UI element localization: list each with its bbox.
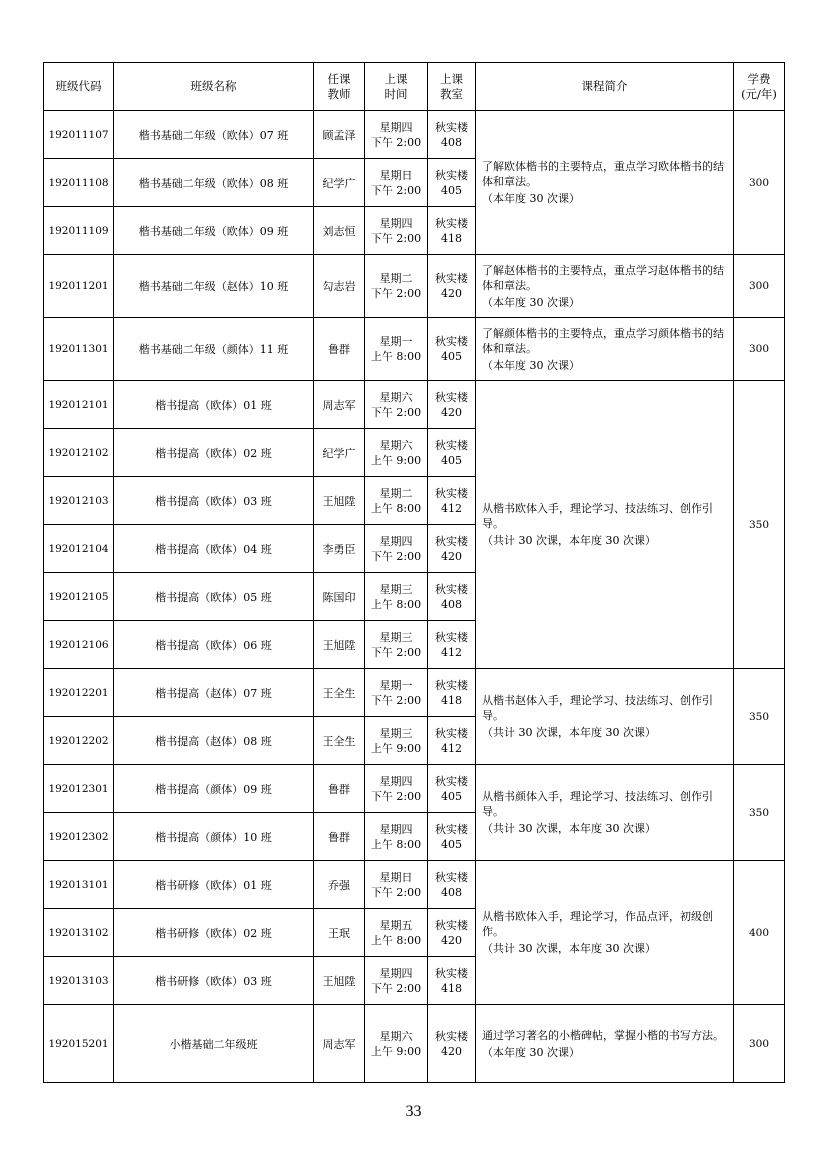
class-hour: 上午 8:00 bbox=[370, 350, 422, 363]
description-note: （本年度 30 次课） bbox=[482, 358, 580, 372]
teacher-name: 王全生 bbox=[314, 717, 365, 765]
header-room: 上课 教室 bbox=[428, 63, 476, 111]
description-text: 了解赵体楷书的主要特点，重点学习赵体楷书的结体和章法。 bbox=[482, 263, 724, 292]
room-number: 420 bbox=[441, 933, 462, 947]
course-description bbox=[476, 111, 734, 255]
class-name: 楷书研修（欧体）01 班 bbox=[114, 861, 314, 909]
class-name: 楷书提高（欧体）02 班 bbox=[114, 429, 314, 477]
class-time bbox=[365, 861, 428, 909]
room-number: 408 bbox=[441, 597, 462, 611]
building-name: 秋实楼 bbox=[435, 216, 468, 230]
teacher-name: 周志军 bbox=[314, 381, 365, 429]
building-name: 秋实楼 bbox=[435, 774, 468, 788]
class-name: 楷书基础二年级（颜体）11 班 bbox=[114, 318, 314, 381]
room-number: 405 bbox=[441, 837, 462, 851]
class-code: 192012201 bbox=[44, 669, 114, 717]
class-code: 192011201 bbox=[44, 255, 114, 318]
class-room bbox=[428, 621, 476, 669]
class-day: 星期一 bbox=[379, 335, 413, 348]
building-name: 秋实楼 bbox=[435, 390, 468, 404]
building-name: 秋实楼 bbox=[435, 966, 468, 980]
room-number: 420 bbox=[441, 405, 462, 419]
class-code: 192011108 bbox=[44, 159, 114, 207]
teacher-name: 鲁群 bbox=[314, 813, 365, 861]
description-note: （本年度 30 次课） bbox=[482, 295, 580, 309]
class-time bbox=[365, 957, 428, 1005]
class-time bbox=[365, 429, 428, 477]
building-name: 秋实楼 bbox=[435, 1029, 468, 1043]
tuition-fee: 300 bbox=[734, 1005, 785, 1083]
class-hour: 下午 2:00 bbox=[370, 981, 422, 995]
class-code: 192011107 bbox=[44, 111, 114, 159]
description-note: （本年度 30 次课） bbox=[482, 1045, 580, 1059]
class-code: 192011109 bbox=[44, 207, 114, 255]
teacher-name: 王旭陞 bbox=[314, 957, 365, 1005]
class-code: 192012102 bbox=[44, 429, 114, 477]
class-hour: 下午 2:00 bbox=[370, 405, 422, 419]
teacher-name: 顾孟泽 bbox=[314, 111, 365, 159]
class-day: 星期四 bbox=[379, 966, 413, 980]
room-number: 420 bbox=[441, 549, 462, 563]
teacher-name: 王旭陞 bbox=[314, 477, 365, 525]
building-name: 秋实楼 bbox=[435, 582, 468, 596]
class-time bbox=[365, 477, 428, 525]
header-name: 班级名称 bbox=[114, 63, 314, 111]
description-note: （共计 30 次课，本年度 30 次课） bbox=[482, 822, 656, 835]
class-name: 楷书基础二年级（欧体）09 班 bbox=[114, 207, 314, 255]
class-name: 楷书提高（颜体）10 班 bbox=[114, 813, 314, 861]
class-hour: 下午 2:00 bbox=[370, 287, 422, 300]
class-room bbox=[428, 765, 476, 813]
building-name: 秋实楼 bbox=[435, 120, 468, 134]
table-row bbox=[44, 765, 785, 813]
class-day: 星期四 bbox=[379, 822, 413, 836]
room-number: 420 bbox=[441, 1044, 462, 1058]
building-name: 秋实楼 bbox=[435, 822, 468, 836]
room-number: 412 bbox=[441, 645, 462, 659]
description-text: 了解颜体楷书的主要特点，重点学习颜体楷书的结体和章法。 bbox=[482, 326, 724, 355]
class-room bbox=[428, 429, 476, 477]
teacher-name: 周志军 bbox=[314, 1005, 365, 1083]
class-code: 192013102 bbox=[44, 909, 114, 957]
table-row bbox=[44, 669, 785, 717]
class-day: 星期四 bbox=[379, 534, 413, 548]
class-name: 楷书提高（欧体）01 班 bbox=[114, 381, 314, 429]
class-day: 星期六 bbox=[379, 390, 413, 404]
class-name: 小楷基础二年级班 bbox=[114, 1005, 314, 1083]
building-name: 秋实楼 bbox=[435, 335, 468, 348]
teacher-name: 李勇臣 bbox=[314, 525, 365, 573]
class-day: 星期四 bbox=[379, 216, 413, 230]
class-name: 楷书提高（欧体）04 班 bbox=[114, 525, 314, 573]
teacher-name: 王全生 bbox=[314, 669, 365, 717]
description-text: 通过学习著名的小楷碑帖，掌握小楷的书写方法。 bbox=[482, 1028, 724, 1042]
class-day: 星期二 bbox=[379, 272, 413, 285]
class-room bbox=[428, 957, 476, 1005]
class-hour: 上午 8:00 bbox=[370, 501, 422, 515]
tuition-fee: 350 bbox=[734, 765, 785, 861]
class-time bbox=[365, 717, 428, 765]
teacher-name: 王旭陞 bbox=[314, 621, 365, 669]
table-row bbox=[44, 255, 785, 318]
class-hour: 上午 9:00 bbox=[370, 1044, 422, 1058]
header-row bbox=[44, 63, 785, 111]
tuition-fee: 300 bbox=[734, 255, 785, 318]
class-code: 192012106 bbox=[44, 621, 114, 669]
teacher-name: 纪学广 bbox=[314, 159, 365, 207]
class-code: 192012301 bbox=[44, 765, 114, 813]
course-description bbox=[476, 861, 734, 1005]
class-code: 192012103 bbox=[44, 477, 114, 525]
table-row bbox=[44, 381, 785, 429]
class-hour: 上午 8:00 bbox=[370, 933, 422, 947]
class-time bbox=[365, 573, 428, 621]
class-code: 192011301 bbox=[44, 318, 114, 381]
table-row bbox=[44, 861, 785, 909]
description-note: （本年度 30 次课） bbox=[482, 192, 580, 205]
class-room bbox=[428, 159, 476, 207]
course-description bbox=[476, 255, 734, 318]
teacher-name: 刘志恒 bbox=[314, 207, 365, 255]
class-name: 楷书研修（欧体）02 班 bbox=[114, 909, 314, 957]
class-day: 星期五 bbox=[379, 918, 413, 932]
teacher-name: 鲁群 bbox=[314, 318, 365, 381]
class-time bbox=[365, 381, 428, 429]
class-day: 星期四 bbox=[379, 774, 413, 788]
building-name: 秋实楼 bbox=[435, 486, 468, 500]
teacher-name: 鲁群 bbox=[314, 765, 365, 813]
tuition-fee: 400 bbox=[734, 861, 785, 1005]
class-day: 星期六 bbox=[379, 1029, 413, 1043]
class-time bbox=[365, 111, 428, 159]
room-number: 405 bbox=[441, 453, 462, 467]
class-hour: 下午 2:00 bbox=[370, 135, 422, 149]
course-description bbox=[476, 765, 734, 861]
description-text: 从楷书颜体入手，理论学习、技法练习、创作引导。 bbox=[482, 790, 713, 818]
class-day: 星期六 bbox=[379, 438, 413, 452]
class-time bbox=[365, 669, 428, 717]
class-room bbox=[428, 669, 476, 717]
course-description bbox=[476, 1005, 734, 1083]
class-time bbox=[365, 207, 428, 255]
class-day: 星期三 bbox=[379, 726, 413, 740]
room-number: 405 bbox=[441, 350, 462, 363]
class-day: 星期四 bbox=[379, 120, 413, 134]
teacher-name: 陈国印 bbox=[314, 573, 365, 621]
class-hour: 下午 2:00 bbox=[370, 693, 422, 707]
class-time bbox=[365, 1005, 428, 1083]
class-name: 楷书提高（欧体）03 班 bbox=[114, 477, 314, 525]
class-room bbox=[428, 255, 476, 318]
class-room bbox=[428, 717, 476, 765]
class-day: 星期三 bbox=[379, 630, 413, 644]
class-hour: 下午 2:00 bbox=[370, 549, 422, 563]
class-hour: 上午 8:00 bbox=[370, 597, 422, 611]
class-code: 192013101 bbox=[44, 861, 114, 909]
class-name: 楷书基础二年级（欧体）07 班 bbox=[114, 111, 314, 159]
class-room bbox=[428, 111, 476, 159]
class-time bbox=[365, 909, 428, 957]
class-code: 192013103 bbox=[44, 957, 114, 1005]
description-text: 了解欧体楷书的主要特点，重点学习欧体楷书的结体和章法。 bbox=[482, 160, 724, 188]
room-number: 418 bbox=[441, 231, 462, 245]
class-code: 192012104 bbox=[44, 525, 114, 573]
teacher-name: 乔强 bbox=[314, 861, 365, 909]
description-note: （共计 30 次课，本年度 30 次课） bbox=[482, 726, 656, 739]
class-name: 楷书基础二年级（赵体）10 班 bbox=[114, 255, 314, 318]
header-fee: 学费 (元/年) bbox=[734, 63, 785, 111]
class-day: 星期日 bbox=[379, 870, 413, 884]
class-room bbox=[428, 207, 476, 255]
room-number: 405 bbox=[441, 789, 462, 803]
header-code: 班级代码 bbox=[44, 63, 114, 111]
class-room bbox=[428, 861, 476, 909]
class-code: 192012105 bbox=[44, 573, 114, 621]
teacher-name: 王珉 bbox=[314, 909, 365, 957]
class-room bbox=[428, 1005, 476, 1083]
class-name: 楷书基础二年级（欧体）08 班 bbox=[114, 159, 314, 207]
tuition-fee: 300 bbox=[734, 318, 785, 381]
table-row bbox=[44, 111, 785, 159]
course-description bbox=[476, 381, 734, 669]
class-hour: 下午 2:00 bbox=[370, 231, 422, 245]
class-hour: 上午 8:00 bbox=[370, 837, 422, 851]
building-name: 秋实楼 bbox=[435, 168, 468, 182]
class-hour: 上午 9:00 bbox=[370, 453, 422, 467]
building-name: 秋实楼 bbox=[435, 678, 468, 692]
class-time bbox=[365, 765, 428, 813]
class-name: 楷书提高（赵体）07 班 bbox=[114, 669, 314, 717]
description-text: 从楷书欧体入手，理论学习，作品点评，初级创作。 bbox=[482, 910, 713, 938]
class-hour: 上午 9:00 bbox=[370, 741, 422, 755]
table-row bbox=[44, 1005, 785, 1083]
class-time bbox=[365, 525, 428, 573]
teacher-name: 纪学广 bbox=[314, 429, 365, 477]
class-time bbox=[365, 621, 428, 669]
tuition-fee: 350 bbox=[734, 381, 785, 669]
class-name: 楷书提高（欧体）06 班 bbox=[114, 621, 314, 669]
tuition-fee: 350 bbox=[734, 669, 785, 765]
building-name: 秋实楼 bbox=[435, 870, 468, 884]
class-hour: 下午 2:00 bbox=[370, 183, 422, 197]
class-day: 星期三 bbox=[379, 582, 413, 596]
table-row bbox=[44, 318, 785, 381]
building-name: 秋实楼 bbox=[435, 918, 468, 932]
class-name: 楷书提高（颜体）09 班 bbox=[114, 765, 314, 813]
class-code: 192012302 bbox=[44, 813, 114, 861]
class-hour: 下午 2:00 bbox=[370, 789, 422, 803]
building-name: 秋实楼 bbox=[435, 630, 468, 644]
description-note: （共计 30 次课，本年度 30 次课） bbox=[482, 942, 656, 955]
class-day: 星期二 bbox=[379, 486, 413, 500]
room-number: 418 bbox=[441, 693, 462, 707]
class-room bbox=[428, 573, 476, 621]
room-number: 418 bbox=[441, 981, 462, 995]
course-schedule-table bbox=[43, 62, 785, 1083]
header-time: 上课 时间 bbox=[365, 63, 428, 111]
teacher-name: 勾志岩 bbox=[314, 255, 365, 318]
class-code: 192012202 bbox=[44, 717, 114, 765]
room-number: 412 bbox=[441, 741, 462, 755]
class-time bbox=[365, 159, 428, 207]
class-room bbox=[428, 525, 476, 573]
room-number: 420 bbox=[441, 287, 462, 300]
header-teacher: 任课 教师 bbox=[314, 63, 365, 111]
course-description bbox=[476, 318, 734, 381]
class-hour: 下午 2:00 bbox=[370, 645, 422, 659]
class-room bbox=[428, 909, 476, 957]
class-room bbox=[428, 318, 476, 381]
class-room bbox=[428, 813, 476, 861]
class-name: 楷书提高（欧体）05 班 bbox=[114, 573, 314, 621]
class-name: 楷书提高（赵体）08 班 bbox=[114, 717, 314, 765]
class-name: 楷书研修（欧体）03 班 bbox=[114, 957, 314, 1005]
class-room bbox=[428, 381, 476, 429]
room-number: 408 bbox=[441, 135, 462, 149]
description-text: 从楷书赵体入手，理论学习、技法练习、创作引导。 bbox=[482, 694, 713, 722]
class-code: 192012101 bbox=[44, 381, 114, 429]
room-number: 412 bbox=[441, 501, 462, 515]
class-room bbox=[428, 477, 476, 525]
description-text: 从楷书欧体入手，理论学习、技法练习、创作引导。 bbox=[482, 502, 713, 530]
class-day: 星期日 bbox=[379, 168, 413, 182]
class-hour: 下午 2:00 bbox=[370, 885, 422, 899]
building-name: 秋实楼 bbox=[435, 726, 468, 740]
room-number: 405 bbox=[441, 183, 462, 197]
room-number: 408 bbox=[441, 885, 462, 899]
class-time bbox=[365, 813, 428, 861]
tuition-fee: 300 bbox=[734, 111, 785, 255]
description-note: （共计 30 次课，本年度 30 次课） bbox=[482, 534, 656, 547]
page-number: 33 bbox=[405, 1103, 422, 1120]
class-day: 星期一 bbox=[379, 678, 413, 692]
class-code: 192015201 bbox=[44, 1005, 114, 1083]
class-time bbox=[365, 318, 428, 381]
building-name: 秋实楼 bbox=[435, 272, 468, 285]
building-name: 秋实楼 bbox=[435, 534, 468, 548]
class-time bbox=[365, 255, 428, 318]
building-name: 秋实楼 bbox=[435, 438, 468, 452]
course-description bbox=[476, 669, 734, 765]
header-description: 课程简介 bbox=[476, 63, 734, 111]
